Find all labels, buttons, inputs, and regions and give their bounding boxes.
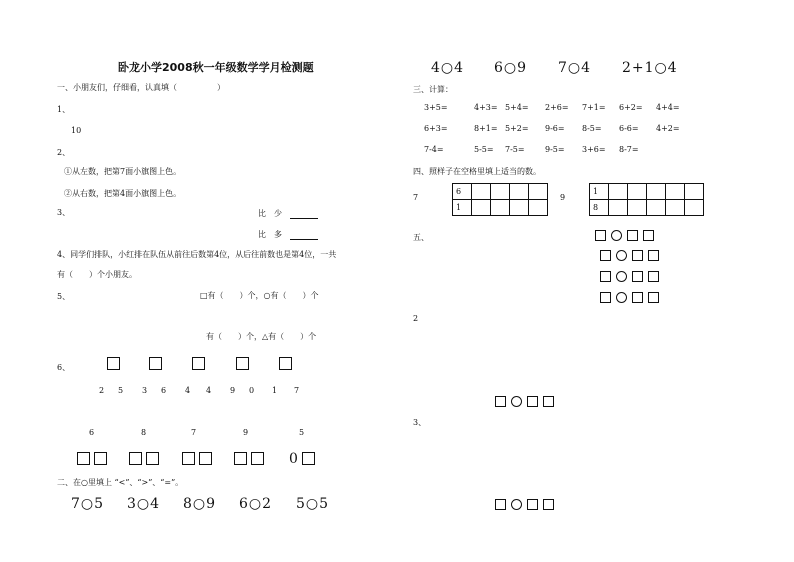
grid-cell[interactable] <box>609 200 628 216</box>
calc-item: 7-5= <box>505 145 525 154</box>
operator-circle[interactable] <box>616 292 627 303</box>
grid-cell[interactable] <box>666 200 685 216</box>
compare-item: 6○9 <box>494 60 528 76</box>
digit: 7 <box>294 386 300 395</box>
calc-item: 9-5= <box>545 145 565 154</box>
calc-item: 5-5= <box>474 145 494 154</box>
operator-circle[interactable] <box>511 499 522 510</box>
compare-item: 7○5 <box>71 496 105 512</box>
grid-cell[interactable] <box>628 200 647 216</box>
q5-3-label: 3、 <box>413 418 427 427</box>
calc-item: 2+6= <box>545 103 569 112</box>
q1-2-a: ①从左数，把第7面小旗图上色。 <box>64 167 182 176</box>
answer-box[interactable] <box>149 357 162 370</box>
answer-box[interactable] <box>600 271 611 282</box>
grid-cell[interactable] <box>491 184 510 200</box>
grid-cell[interactable] <box>666 184 685 200</box>
answer-line[interactable] <box>290 218 318 219</box>
grid-cell[interactable] <box>510 184 529 200</box>
q3-heading: 三、计算： <box>413 85 453 94</box>
number-grid-2 <box>589 183 704 216</box>
operator-circle[interactable] <box>616 271 627 282</box>
q1-1-label: 1、 <box>57 105 71 114</box>
compare-item: 6○2 <box>239 496 273 512</box>
q1-heading: 一、小朋友们，仔细看，认真填（ ） <box>57 83 225 92</box>
digit: 4 <box>206 386 212 395</box>
calc-item: 4+4= <box>656 103 680 112</box>
top-number: 9 <box>243 428 249 437</box>
grid-cell: 1 <box>453 200 472 216</box>
q1-5-line2: 有（ ）个，△有（ ）个 <box>206 332 317 341</box>
digit: 2 <box>99 386 105 395</box>
compare-item: 7○4 <box>558 60 592 76</box>
calc-item: 8+1= <box>474 124 498 133</box>
digit: 3 <box>142 386 148 395</box>
grid-cell[interactable] <box>472 200 491 216</box>
grid-cell[interactable] <box>647 184 666 200</box>
q4-left-number: 7 <box>413 193 419 202</box>
compare-item: 3○4 <box>127 496 161 512</box>
answer-box[interactable] <box>632 250 643 261</box>
answer-box[interactable] <box>632 271 643 282</box>
answer-box[interactable] <box>527 396 538 407</box>
top-number: 7 <box>191 428 197 437</box>
grid-cell[interactable] <box>529 184 548 200</box>
answer-box[interactable] <box>236 357 249 370</box>
q4-mid-number: 9 <box>560 193 566 202</box>
fixed-digit: 0 <box>289 451 299 467</box>
answer-box[interactable] <box>495 396 506 407</box>
digit: 6 <box>161 386 167 395</box>
compare-item: 4○4 <box>431 60 465 76</box>
top-number: 5 <box>299 428 305 437</box>
top-number: 6 <box>89 428 95 437</box>
grid-cell: 6 <box>453 184 472 200</box>
answer-box[interactable] <box>129 452 142 465</box>
q2-heading: 二、在○里填上 “<”、“>”、“=”。 <box>57 478 184 487</box>
grid-cell[interactable] <box>510 200 529 216</box>
calc-item: 6-6= <box>619 124 639 133</box>
answer-box[interactable] <box>495 499 506 510</box>
operator-circle[interactable] <box>511 396 522 407</box>
answer-box[interactable] <box>648 250 659 261</box>
q1-5-label: 5、 <box>57 292 71 301</box>
grid-cell[interactable] <box>609 184 628 200</box>
answer-box[interactable] <box>302 452 315 465</box>
answer-box[interactable] <box>234 452 247 465</box>
calc-item: 9-6= <box>545 124 565 133</box>
q1-3-less: 比 少 <box>258 209 282 218</box>
digit: 1 <box>272 386 278 395</box>
operator-circle[interactable] <box>611 230 622 241</box>
answer-box[interactable] <box>643 230 654 241</box>
q5-2-label: 2 <box>413 314 419 323</box>
digit: 0 <box>249 386 255 395</box>
q4-heading: 四、照样子在空格里填上适当的数。 <box>413 167 541 176</box>
q1-4-line2: 有（ ）个小朋友。 <box>57 270 137 279</box>
calc-item: 4+3= <box>474 103 498 112</box>
calc-item: 5+2= <box>505 124 529 133</box>
calc-item: 3+5= <box>424 103 448 112</box>
digit: 5 <box>118 386 124 395</box>
grid-cell[interactable] <box>647 200 666 216</box>
q1-2-b: ②从右数，把第4面小旗图上色。 <box>64 189 182 198</box>
calc-item: 7+1= <box>582 103 606 112</box>
answer-box[interactable] <box>543 396 554 407</box>
calc-item: 7-4= <box>424 145 444 154</box>
grid-cell[interactable] <box>628 184 647 200</box>
q1-5-line1: □有（ ）个，○有（ ）个 <box>200 291 319 300</box>
answer-box[interactable] <box>182 452 195 465</box>
calc-item: 8-7= <box>619 145 639 154</box>
answer-box[interactable] <box>199 452 212 465</box>
grid-cell: 1 <box>590 184 609 200</box>
answer-box[interactable] <box>595 230 606 241</box>
q5-heading: 五、 <box>413 233 429 242</box>
top-number: 8 <box>141 428 147 437</box>
grid-cell[interactable] <box>685 200 704 216</box>
q1-6-label: 6、 <box>57 363 71 372</box>
q1-4-line1: 4、同学们排队，小红排在队伍从前往后数第4位，从后往前数也是第4位，一共 <box>57 250 337 259</box>
answer-box[interactable] <box>94 452 107 465</box>
answer-box[interactable] <box>146 452 159 465</box>
digit: 4 <box>185 386 191 395</box>
operator-circle[interactable] <box>616 250 627 261</box>
grid-cell[interactable] <box>472 184 491 200</box>
q1-3-label: 3、 <box>57 208 71 217</box>
calc-item: 8-5= <box>582 124 602 133</box>
compare-item: 5○5 <box>296 496 330 512</box>
answer-box[interactable] <box>600 292 611 303</box>
grid-cell[interactable] <box>529 200 548 216</box>
calc-item: 6+3= <box>424 124 448 133</box>
calc-item: 3+6= <box>582 145 606 154</box>
compare-item: 2+1○4 <box>622 60 678 76</box>
calc-item: 5+4= <box>505 103 529 112</box>
answer-box[interactable] <box>107 357 120 370</box>
answer-box[interactable] <box>648 292 659 303</box>
answer-box[interactable] <box>648 271 659 282</box>
grid-cell[interactable] <box>491 200 510 216</box>
page-title: 卧龙小学2008秋一年级数学学月检测题 <box>118 61 314 74</box>
answer-box[interactable] <box>279 357 292 370</box>
answer-box[interactable] <box>627 230 638 241</box>
answer-box[interactable] <box>192 357 205 370</box>
answer-box[interactable] <box>77 452 90 465</box>
calc-item: 6+2= <box>619 103 643 112</box>
grid-cell[interactable] <box>685 184 704 200</box>
q1-2-label: 2、 <box>57 148 71 157</box>
answer-box[interactable] <box>632 292 643 303</box>
answer-box[interactable] <box>543 499 554 510</box>
grid-cell: 8 <box>590 200 609 216</box>
q1-1-value: 10 <box>71 126 82 135</box>
answer-box[interactable] <box>527 499 538 510</box>
compare-item: 8○9 <box>183 496 217 512</box>
digit: 9 <box>230 386 236 395</box>
answer-box[interactable] <box>600 250 611 261</box>
number-grid-1 <box>452 183 548 216</box>
answer-line[interactable] <box>290 239 318 240</box>
q1-3-more: 比 多 <box>258 230 282 239</box>
calc-item: 4+2= <box>656 124 680 133</box>
answer-box[interactable] <box>251 452 264 465</box>
